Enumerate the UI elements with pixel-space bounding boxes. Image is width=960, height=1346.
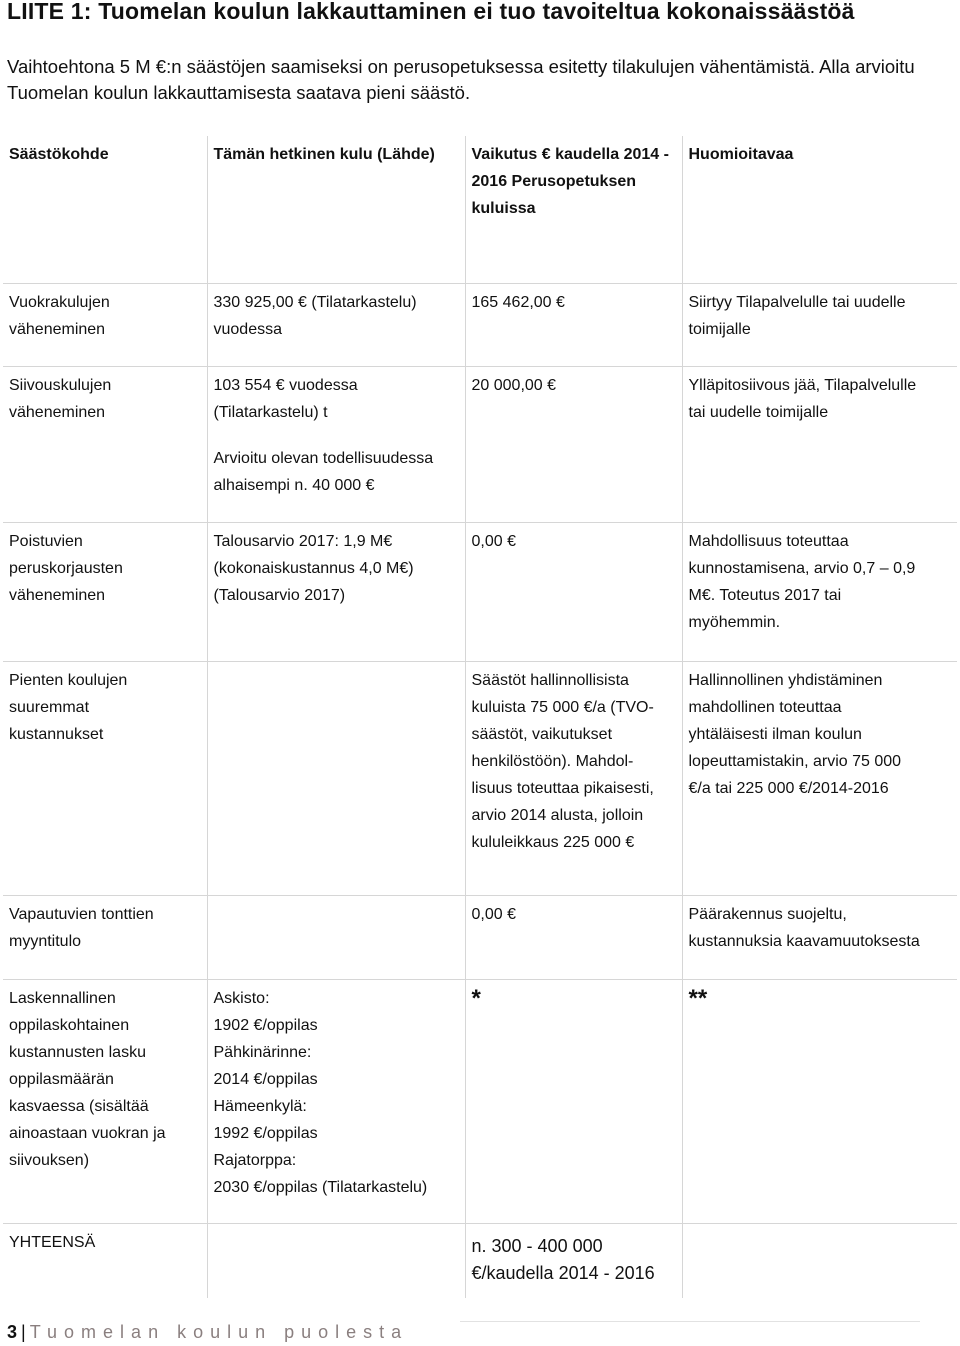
table-row [3, 523, 957, 662]
cell-effect: Säästöt hallinnollisista kuluista 75 000 €/a (TVO- säästöt, vaikutukset henkilöstöön). Mahdol- lisuus toteuttaa pikaisesti, arvio 2014 alusta, jolloin kululeikkaus 225 000 € [465, 662, 682, 896]
cell-target: Laskennallinen oppilaskohtainen kustannusten lasku oppilasmäärän kasvaessa (sisältää ainoastaan vuokran ja siivouksen) [3, 980, 207, 1224]
cell-cost [207, 662, 465, 896]
cell-note: Päärakennus suojeltu, kustannuksia kaavamuutoksesta [682, 896, 957, 980]
table-row [3, 662, 957, 896]
cell-cost-main: 103 554 € vuodessa (Tilatarkastelu) t [213, 377, 358, 421]
cell-target: YHTEENSÄ [3, 1224, 207, 1298]
cell-effect: 20 000,00 € [465, 367, 682, 523]
footer-separator: | [21, 1322, 26, 1342]
header-effect: Vaikutus € kaudella 2014 - 2016 Perusopetuksen kuluissa [465, 136, 682, 284]
cell-note: ** [682, 980, 957, 1224]
table-row [3, 980, 957, 1224]
cell-note [682, 1224, 957, 1298]
table-row [3, 284, 957, 367]
cell-effect: 0,00 € [465, 896, 682, 980]
cell-target: Poistuvien peruskorjausten väheneminen [3, 523, 207, 662]
cell-note: Mahdollisuus toteuttaa kunnostamisena, arvio 0,7 – 0,9 M€. Toteutus 2017 tai myöhemmin. [682, 523, 957, 662]
cell-cost [207, 896, 465, 980]
page-number: 3 [7, 1322, 18, 1342]
page-title: LIITE 1: Tuomelan koulun lakkauttaminen ei tuo tavoiteltua kokonaissäästöä [7, 0, 855, 24]
cell-note: Siirtyy Tilapalvelulle tai uudelle toimijalle [682, 284, 957, 367]
header-target: Säästökohde [9, 146, 109, 163]
savings-table [3, 136, 957, 1298]
intro-paragraph: Vaihtoehtona 5 M €:n säästöjen saamiseksi on perusopetuksessa esitetty tilakulujen vähentämistä. Alla arvioitu Tuomelan koulun lakkauttamisesta saatava pieni säästö. [7, 56, 915, 103]
cell-effect: n. 300 - 400 000 €/kaudella 2014 - 2016 [465, 1224, 682, 1298]
cell-target: Siivouskulujen väheneminen [3, 367, 207, 523]
table-header-row [3, 136, 957, 284]
cell-cost [207, 1224, 465, 1298]
cell-note: Hallinnollinen yhdistäminen mahdollinen toteuttaa yhtäläisesti ilman koulun lopeuttamistakin, arvio 75 000 €/a tai 225 000 €/2014-2016 [682, 662, 957, 896]
cell-effect: 165 462,00 € [465, 284, 682, 367]
cell-target: Vuokrakulujen väheneminen [3, 284, 207, 367]
cell-target: Vapautuvien tonttien myyntitulo [3, 896, 207, 980]
cell-effect: * [465, 980, 682, 1224]
cell-cost: 330 925,00 € (Tilatarkastelu) vuodessa [207, 284, 465, 367]
page-footer [7, 1322, 408, 1343]
cell-cost: Askisto: 1902 €/oppilas Pähkinärinne: 2014 €/oppilas Hämeenkylä: 1992 €/oppilas Rajatorppa: 2030 €/oppilas (Tilatarkastelu) [207, 980, 465, 1224]
footer-text: Tuomelan koulun puolesta [29, 1322, 409, 1342]
table-row [3, 367, 957, 523]
header-notes: Huomioitavaa [682, 136, 957, 284]
cell-cost [207, 367, 465, 523]
cell-target: Pienten koulujen suuremmat kustannukset [3, 662, 207, 896]
table-row [3, 1224, 957, 1298]
cell-cost-extra: Arvioitu olevan todellisuudessa alhaisempi n. 40 000 € [213, 450, 434, 494]
table-row [3, 896, 957, 980]
header-current-cost: Tämän hetkinen kulu (Lähde) [207, 136, 465, 284]
cell-cost: Talousarvio 2017: 1,9 M€ (kokonaiskustannus 4,0 M€) (Talousarvio 2017) [207, 523, 465, 662]
cell-effect: 0,00 € [465, 523, 682, 662]
footer-divider [460, 1321, 920, 1322]
cell-note: Ylläpitosiivous jää, Tilapalvelulle tai uudelle toimijalle [682, 367, 957, 523]
